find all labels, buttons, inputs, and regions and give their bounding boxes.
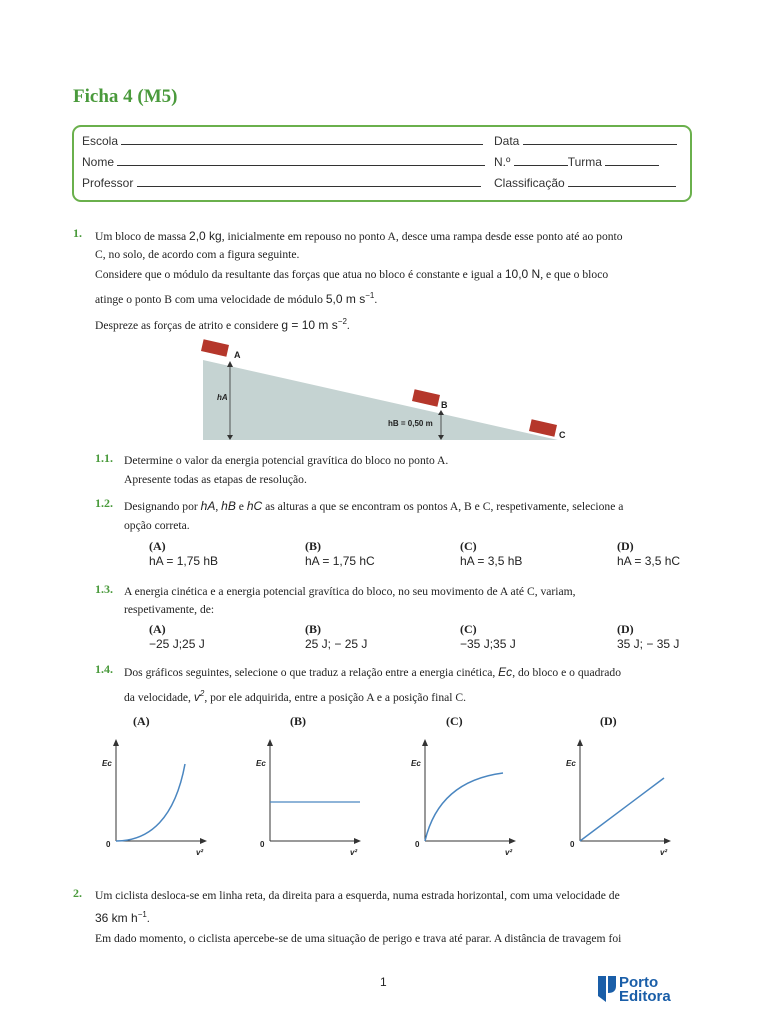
graph-d[interactable]	[564, 738, 674, 858]
question-1-3-number: 1.3.	[95, 582, 113, 596]
graph-a-curve	[116, 764, 185, 841]
svg-text:v²: v²	[196, 848, 204, 857]
label-a: A	[234, 350, 241, 360]
graph-d-curve	[580, 778, 664, 841]
question-1-1-line1: Determine o valor da energia potencial gravítica do bloco no ponto A.	[124, 454, 449, 467]
question-1-4-line2: da velocidade, $v^2$, por ele adquirida, entre a posição A e a posição final C.	[124, 689, 467, 704]
block-a	[201, 339, 229, 356]
question-1-3-line2: respetivamente, de:	[124, 603, 215, 616]
professor-field[interactable]: Professor	[82, 176, 481, 190]
block-c	[529, 419, 557, 436]
question-2-line1: Um ciclista desloca-se em linha reta, da direita para a esquerda, numa estrada horizontal, com uma velocidade de	[95, 889, 620, 902]
porto-editora-icon	[597, 975, 617, 1003]
label-ha: hA	[217, 393, 228, 402]
graph-b[interactable]	[254, 738, 364, 858]
data-field[interactable]: Data	[494, 134, 677, 148]
graph-c[interactable]	[409, 738, 519, 858]
question-1-line2: C, no solo, de acordo com a figura seguinte.	[95, 248, 300, 261]
block-b	[412, 389, 440, 406]
ramp-figure	[200, 336, 580, 446]
question-2-number: 2.	[73, 886, 82, 900]
numero-turma-field[interactable]: N.º Turma	[494, 155, 659, 169]
label-b: B	[441, 400, 448, 410]
q13-option-d[interactable]: (D) 35 J; − 35 J	[617, 622, 680, 651]
question-1-2-line2: opção correta.	[124, 519, 190, 532]
question-1-1-number: 1.1.	[95, 451, 113, 465]
graph-a-label[interactable]: (A)	[133, 714, 150, 728]
svg-text:v²: v²	[505, 848, 513, 857]
ramp	[203, 360, 558, 440]
page-title: Ficha 4 (M5)	[73, 86, 178, 107]
question-1-line4: atinge o ponto B com uma velocidade de módulo 5,0 m $s^{-1}$.	[95, 291, 378, 306]
escola-field[interactable]: Escola	[82, 134, 483, 148]
q13-option-b[interactable]: (B) 25 J; − 25 J	[305, 622, 368, 651]
question-1-line5: Despreze as forças de atrito e considere g = 10 m $s^{-2}$.	[95, 317, 350, 332]
q12-option-a[interactable]: (A) hA = 1,75 hB	[149, 539, 219, 568]
svg-text:Ec: Ec	[102, 759, 112, 768]
question-1-1-line2: Apresente todas as etapas de resolução.	[124, 473, 307, 486]
question-1-number: 1.	[73, 226, 82, 240]
classificacao-field[interactable]: Classificação	[494, 176, 676, 190]
svg-text:v²: v²	[660, 848, 668, 857]
nome-field[interactable]: Nome	[82, 155, 485, 169]
graph-b-label[interactable]: (B)	[290, 714, 306, 728]
label-c: C	[559, 430, 566, 440]
svg-text:Ec: Ec	[256, 759, 266, 768]
graph-c-curve	[425, 773, 503, 841]
question-1-4-number: 1.4.	[95, 662, 113, 676]
graph-c-label[interactable]: (C)	[446, 714, 463, 728]
question-1-2-line1: Designando por hA, hB e hC as alturas a que se encontram os pontos A, B e C, respetivamente, selecione a	[124, 499, 624, 513]
svg-text:Ec: Ec	[566, 759, 576, 768]
q12-option-d[interactable]: (D) hA = 3,5 hC	[617, 539, 681, 568]
question-1-2-number: 1.2.	[95, 496, 113, 510]
graph-d-label[interactable]: (D)	[600, 714, 617, 728]
svg-text:0: 0	[260, 840, 265, 849]
svg-text:0: 0	[570, 840, 575, 849]
svg-text:Ec: Ec	[411, 759, 421, 768]
question-1-4-line1: Dos gráficos seguintes, selecione o que traduz a relação entre a energia cinética, Ec, do bloco e o quadrado	[124, 665, 622, 679]
identification-box	[72, 125, 692, 202]
svg-text:0: 0	[106, 840, 111, 849]
page-number: 1	[380, 975, 387, 989]
svg-text:v²: v²	[350, 848, 358, 857]
question-1-line1: Um bloco de massa 2,0 kg, inicialmente em repouso no ponto A, desce uma rampa desde esse ponto até ao ponto	[95, 229, 623, 243]
question-1-line3: Considere que o módulo da resultante das forças que atua no bloco é constante e igual a 10,0 N, e que o bloco	[95, 267, 609, 281]
q13-option-c[interactable]: (C) −35 J;35 J	[460, 622, 516, 651]
svg-text:0: 0	[415, 840, 420, 849]
q13-option-a[interactable]: (A) −25 J;25 J	[149, 622, 205, 651]
graph-a[interactable]	[100, 738, 210, 858]
question-1-3-line1: A energia cinética e a energia potencial gravítica do bloco, no seu movimento de A até C, variam,	[124, 585, 576, 598]
question-2-line2: 36 km $h^{-1}$.	[95, 910, 150, 925]
label-hb: hB = 0,50 m	[388, 419, 433, 428]
q12-option-b[interactable]: (B) hA = 1,75 hC	[305, 539, 375, 568]
question-2-line3: Em dado momento, o ciclista apercebe-se de uma situação de perigo e trava até parar. A distância de travagem foi	[95, 932, 622, 945]
q12-option-c[interactable]: (C) hA = 3,5 hB	[460, 539, 523, 568]
